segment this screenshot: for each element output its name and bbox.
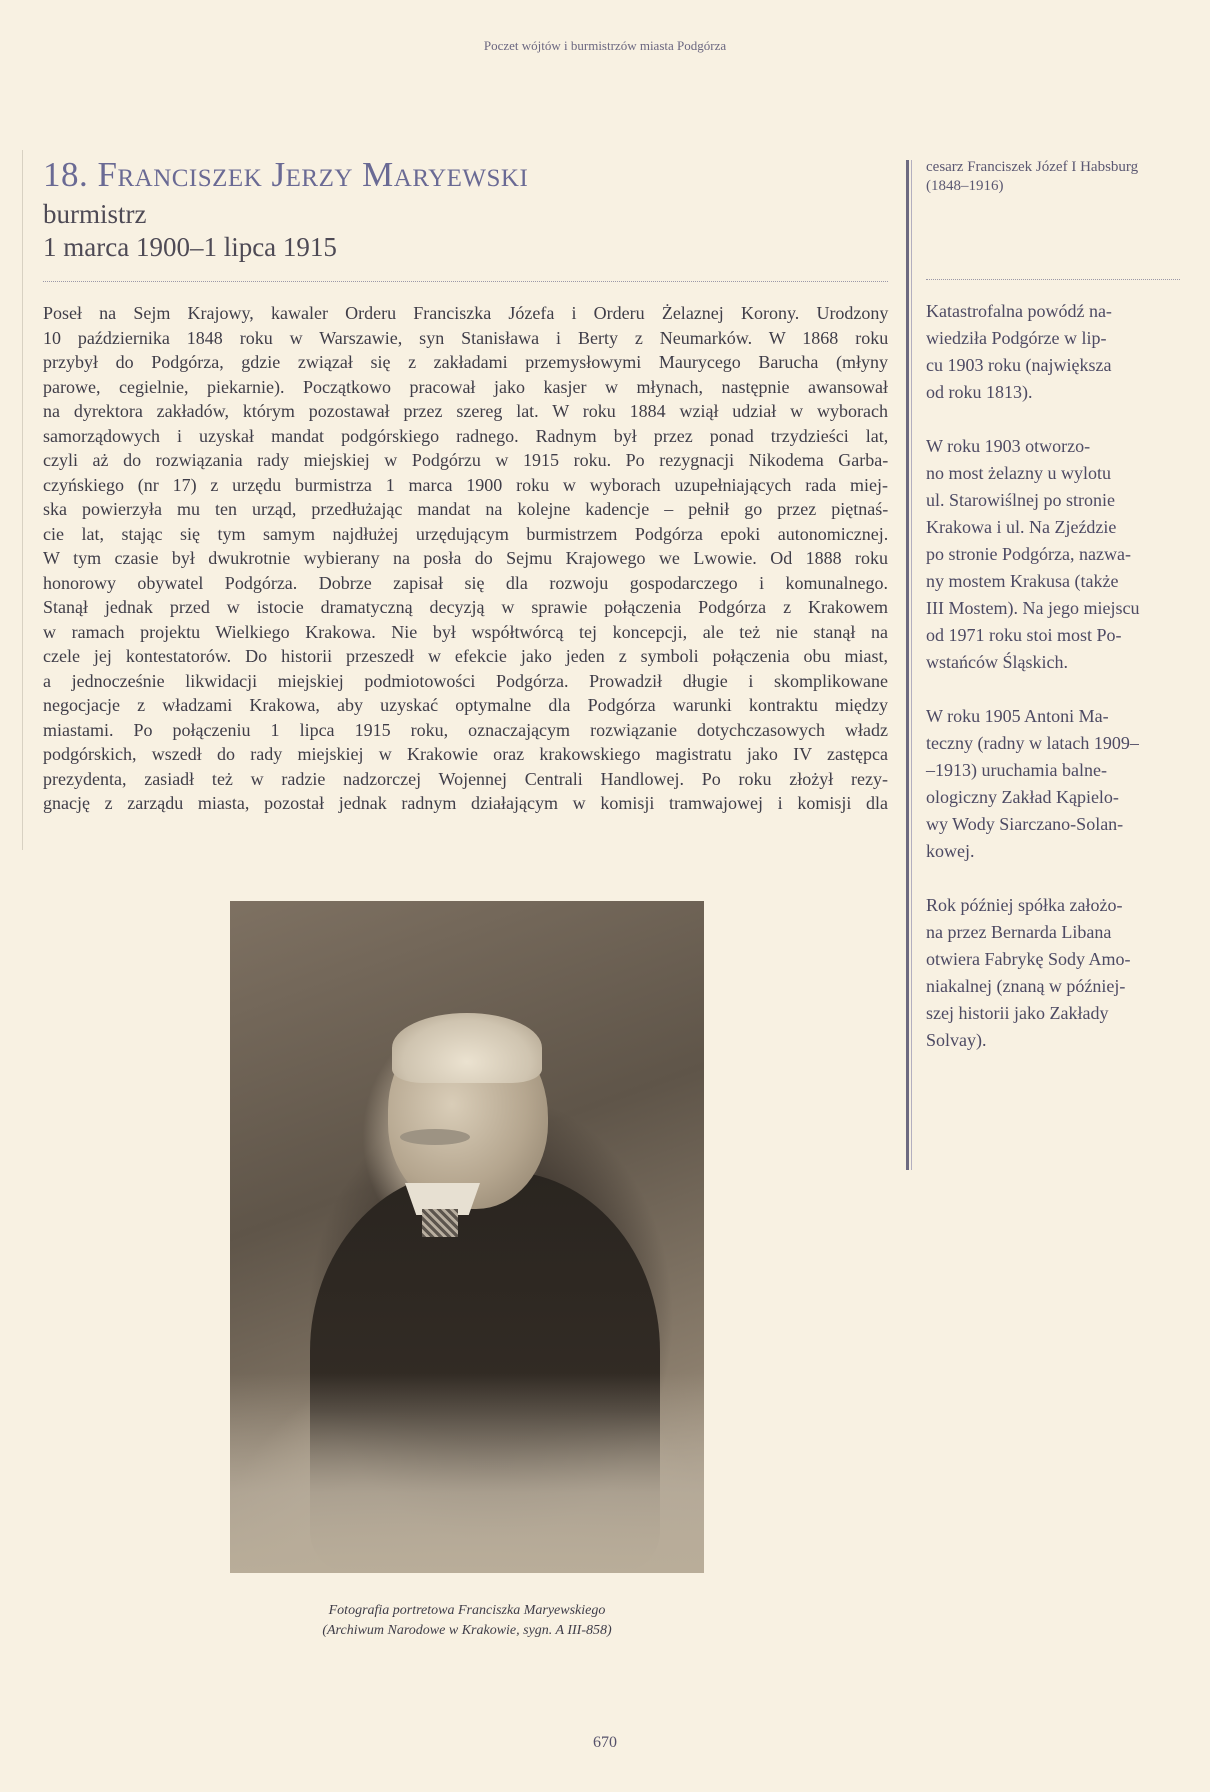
sidebar-note-line: cu 1903 roku (największa <box>926 355 1112 375</box>
sidebar-note-line: ologiczny Zakład Kąpielo- <box>926 787 1119 807</box>
biography-line: parowe, cegielnie, piekarnie). Początkowo pracował jako kasjer w młynach, następnie awansował <box>43 376 888 397</box>
sidebar-ruler <box>926 158 1186 196</box>
page-edge-line <box>22 150 23 850</box>
sidebar-notes <box>926 298 1186 1054</box>
portrait-photo <box>230 901 704 1573</box>
sidebar-note-line: od 1971 roku stoi most Po- <box>926 625 1122 645</box>
sidebar-note-line: W roku 1903 otworzo- <box>926 436 1091 456</box>
photo-caption-title: Fotografia portretowa Franciszka Maryewskiego <box>328 1603 606 1618</box>
sidebar-note <box>926 433 1186 676</box>
biography-line: czele jej kontestatorów. Do historii przeszedł w efekcie jako jeden z symboli połączenia obu miast, <box>43 646 888 666</box>
photo-caption <box>230 1601 704 1641</box>
sidebar-note <box>926 703 1186 865</box>
biography-line: miastami. Po połączeniu 1 lipca 1915 roku, oznaczającym rozwiązanie dotychczasowych władz <box>43 719 888 740</box>
entry-role: burmistrz <box>43 199 147 229</box>
portrait-moustache <box>400 1129 470 1145</box>
portrait-vignette <box>230 1373 704 1573</box>
photo-caption-source: (Archiwum Narodowe w Krakowie, sygn. A III-858) <box>322 1623 612 1638</box>
portrait-hair <box>392 1013 542 1083</box>
sidebar-divider <box>926 279 1180 280</box>
biography-line: 10 października 1848 roku w Warszawie, syn Stanisława i Berty z Neumarków. W 1868 roku <box>43 327 889 348</box>
sidebar-note-line: ny mostem Krakusa (także <box>926 571 1119 591</box>
sidebar-note-line: od roku 1813). <box>926 382 1033 402</box>
sidebar-note-line: Rok później spółka założo- <box>926 895 1123 915</box>
biography-text <box>43 301 888 816</box>
sidebar-note-line: Krakowa i ul. Na Zjeździe <box>926 517 1117 537</box>
sidebar-note <box>926 298 1186 406</box>
sidebar-note <box>926 892 1186 1054</box>
sidebar-note-line: kowej. <box>926 841 975 861</box>
sidebar <box>926 158 1186 1054</box>
title-divider <box>43 281 888 282</box>
sidebar-note-line: Katastrofalna powódź na- <box>926 301 1112 321</box>
biography-line: honorowy obywatel Podgórza. Dobrze zapisał się dla rozwoju gospodarczego i komunalnego. <box>43 572 888 593</box>
entry-title <box>43 156 888 194</box>
sidebar-ruler-years: (1848–1916) <box>926 178 1004 194</box>
biography-line: ska powierzyła mu ten urząd, przedłużając mandat na kolejne kadencje – pełnił go przez piętnaś- <box>43 499 889 519</box>
biography-line: samorządowych i uzyskał mandat podgórskiego radnego. Radnym był przez ponad trzydzieści lat, <box>43 425 889 446</box>
sidebar-note-line: ul. Starowiślnej po stronie <box>926 490 1115 510</box>
biography-line: Stanął jednak przed w istocie dramatyczną decyzją w sprawie połączenia Podgórza z Krakowem <box>43 597 888 617</box>
biography-line: w ramach projektu Wielkiego Krakowa. Nie był współtwórcą tej koncepcji, ale też nie stanął na <box>43 621 888 642</box>
sidebar-note-line: III Mostem). Na jego miejscu <box>926 598 1140 618</box>
sidebar-note-line: wiedziła Podgórze w lip- <box>926 328 1107 348</box>
sidebar-note-line: na przez Bernarda Libana <box>926 922 1112 942</box>
biography-line: podgórskich, wszedł do rady miejskiej w Krakowie oraz krakowskiego magistratu jako IV zastępca <box>43 744 888 764</box>
sidebar-note-line: teczny (radny w latach 1909– <box>926 733 1139 753</box>
biography-line: cie lat, stając się tym samym najdłużej urzędującym burmistrzem Podgórza epoki autonomicznej. <box>43 523 889 544</box>
sidebar-note-line: no most żelazny u wylotu <box>926 463 1111 483</box>
sidebar-ruler-name: cesarz Franciszek Józef I Habsburg <box>926 159 1139 175</box>
sidebar-note-line: wstańców Śląskich. <box>926 652 1068 672</box>
sidebar-note-line: wy Wody Siarczano-Solan- <box>926 814 1124 834</box>
biography-line: gnację z zarządu miasta, pozostał jednak radnym działającym w komisji tramwajowej i komisji dla <box>43 793 888 813</box>
biography-line: W tym czasie był dwukrotnie wybierany na posła do Sejmu Krajowego we Lwowie. Od 1888 roku <box>43 548 888 568</box>
portrait-tie <box>422 1209 458 1237</box>
sidebar-note-line: Solvay). <box>926 1030 987 1050</box>
sidebar-note-line: niakalnej (znaną w później- <box>926 976 1126 996</box>
running-head: Poczet wójtów i burmistrzów miasta Podgórza <box>483 38 727 53</box>
sidebar-note-line: szej historii jako Zakłady <box>926 1003 1109 1023</box>
biography-line: na dyrektora zakładów, którym pozostawał przez szereg lat. W roku 1884 wziął udział w wyborach <box>43 401 888 421</box>
biography-line: prezydenta, zasiadł też w radzie nadzorczej Wojennej Centrali Handlowej. Po roku złożył rezy- <box>43 768 888 789</box>
biography-line: przybył do Podgórza, gdzie związał się z zakładami przemysłowymi Maurycego Barucha (młyny <box>43 352 888 372</box>
sidebar-rule-thin <box>911 160 912 1170</box>
sidebar-rule <box>906 160 909 1170</box>
page-number: 670 <box>593 1734 617 1751</box>
entry-term: 1 marca 1900–1 lipca 1915 <box>43 232 337 262</box>
biography-line: czyńskiego (nr 17) z urzędu burmistrza 1 marca 1900 roku w wyborach uzupełniających rada miej- <box>43 474 888 495</box>
sidebar-note-line: po stronie Podgórza, nazwa- <box>926 544 1131 564</box>
biography-line: a jednocześnie likwidacji miejskiej podmiotowości Podgórza. Prowadził długie i skomplikowane <box>43 670 888 691</box>
biography-line: Poseł na Sejm Krajowy, kawaler Orderu Franciszka Józefa i Orderu Żelaznej Korony. Urodzony <box>43 303 889 323</box>
sidebar-note-line: –1913) uruchamia balne- <box>926 760 1107 780</box>
entry-number: 18. <box>43 155 89 194</box>
biography-line: negocjacje z władzami Krakowa, aby uzyskać optymalne dla Podgórza warunki kontraktu między <box>43 695 888 715</box>
sidebar-note-line: W roku 1905 Antoni Ma- <box>926 706 1109 726</box>
entry-name: Franciszek Jerzy Maryewski <box>97 155 529 194</box>
sidebar-note-line: otwiera Fabrykę Sody Amo- <box>926 949 1131 969</box>
main-column <box>43 150 888 816</box>
biography-line: czyli aż do rozwiązania rady miejskiej w Podgórzu w 1915 roku. Po rezygnacji Nikodema Garba- <box>43 450 889 470</box>
